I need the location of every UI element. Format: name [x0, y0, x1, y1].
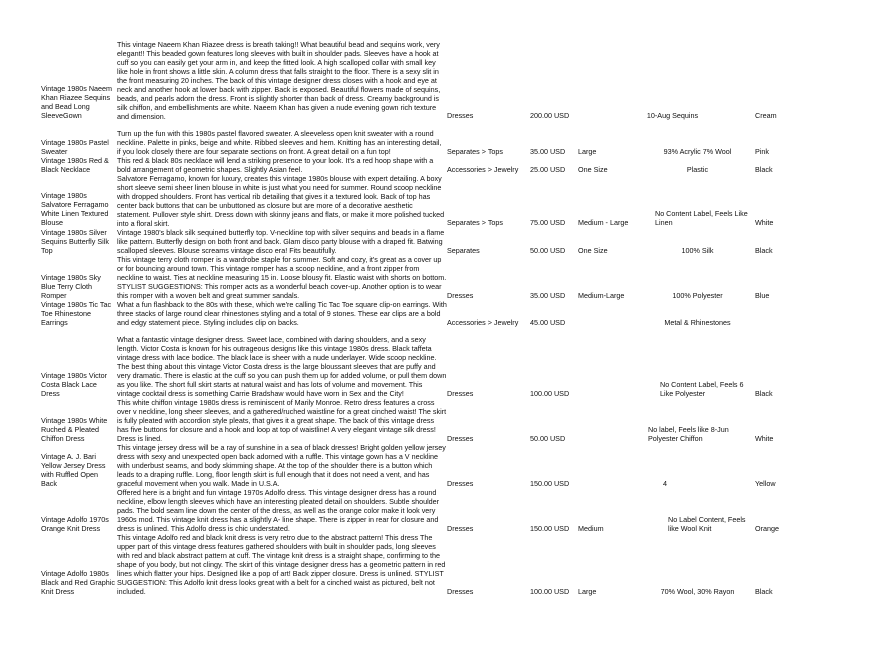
- item-price: 100.00 USD: [530, 389, 570, 398]
- item-category: Dresses: [447, 389, 474, 398]
- item-name: Vintage 1980s Tic Tac Toe Rhinestone Earrings: [41, 300, 112, 328]
- item-description: This white chiffon vintage 1980s dress is reminiscent of Marily Monroe. Retro dress features a cross over v neckline, long sheer sleeves, and a gathered/ruched waistline for a great cinched waist! The skirt is fully pleated with accordion style pleats, that gives it a great shape. The back of this vintage dress has five buttons for closure and a hook and loop at top of waistline! A very elegant vintage silk dress! Dress is lined.: [117, 398, 447, 444]
- item-color: Yellow: [755, 479, 776, 488]
- item-color: Black: [755, 587, 773, 596]
- item-size: One Size: [578, 246, 608, 255]
- item-price: 50.00 USD: [530, 434, 566, 443]
- item-price: 75.00 USD: [530, 218, 566, 227]
- item-size: Large: [578, 587, 597, 596]
- item-name: Vintage 1980s Salvatore Ferragamo White Linen Textured Blouse: [41, 191, 109, 228]
- item-color: White: [755, 218, 774, 227]
- item-price: 25.00 USD: [530, 165, 566, 174]
- item-material: No Label Content, Feels like Wool Knit: [668, 515, 746, 534]
- item-name: Vintage 1980s Sky Blue Terry Cloth Romper: [41, 273, 101, 301]
- item-category: Separates > Tops: [447, 147, 504, 156]
- item-material: 93% Acrylic 7% Wool: [663, 147, 732, 156]
- item-category: Dresses: [447, 524, 474, 533]
- item-description: This vintage Naeem Khan Riazee dress is breath taking!! What beautiful bead and sequins work, very elegant!! This beaded gown features long sleeves with built in shoulder pads. Sleeves have a hook at cuff so you can easily get your arm in, and keep the fitted look. A high scalloped collar with small key like hole in front shows a little skin. A column dress that falls straight to the floor. There is a sexy slit in the front measuring 20 inches. The back of this vintage designer dress closes with a hook and eye at neck and another hook at lower back with zipper. Back is exposed. Beautiful flowers made of sequins, beads, and pearls adorn the dress. Front is slightly shorter than back of dress. Creamy background is silk chiffon, and embellishments are white. Naeem Khan has given a nude evening gown rich texture and dimension.: [117, 40, 441, 122]
- item-material: Metal & Rhinestones: [664, 318, 731, 327]
- item-price: 35.00 USD: [530, 291, 566, 300]
- item-price: 150.00 USD: [530, 479, 570, 488]
- item-price: 45.00 USD: [530, 318, 566, 327]
- item-name: Vintage 1980s Victor Costa Black Lace Dress: [41, 371, 108, 399]
- item-size: Medium-Large: [578, 291, 625, 300]
- item-category: Dresses: [447, 291, 474, 300]
- item-name: Vintage A. J. Bari Yellow Jersey Dress with Ruffled Open Back: [41, 452, 106, 489]
- table-row: [0, 228, 870, 256]
- table-row: [0, 533, 870, 597]
- item-name: Vintage 1980s Red & Black Necklace: [41, 156, 109, 175]
- item-size: Medium - Large: [578, 218, 629, 227]
- item-description: Vintage 1980's black silk sequined butterfly top. V-neckline top with silver sequins and beads in a flame like pattern. Butterfly design on both front and back. Glam disco party blouse with a draped fit. Batwing scalloped sleeves. Blouse screams vintage disco era! Fits beautifully.: [117, 228, 445, 256]
- item-price: 35.00 USD: [530, 147, 566, 156]
- table-row: [0, 335, 870, 399]
- table-row: [0, 255, 870, 301]
- item-material: 4: [663, 479, 667, 488]
- table-row: [0, 129, 870, 159]
- item-material: No Content Label, Feels Like Linen: [655, 209, 748, 228]
- item-size: One Size: [578, 165, 608, 174]
- item-description: This vintage terry cloth romper is a wardrobe staple for summer. Soft and cozy, it's great as a cover up or for bouncing around town. This vintage romper has a scoop neckline, and a front zipper from neckline to waist. Ties at neckline measuring 15 in. Loose blousy fit. Elastic waist with shorts on bottom. STYLIST SUGGESTIONS: This romper acts as a wonderful beach cover-up. Another option is to wear this romper with a woven belt and great summer sandals.: [117, 255, 447, 301]
- item-color: Orange: [755, 524, 779, 533]
- item-material: 100% Polyester: [672, 291, 723, 300]
- item-color: Blue: [755, 291, 770, 300]
- item-color: Black: [755, 389, 773, 398]
- item-material: 70% Wool, 30% Rayon: [660, 587, 735, 596]
- item-material: 10-Aug Sequins: [646, 111, 699, 120]
- table-row: [0, 40, 870, 120]
- item-size: Large: [578, 147, 597, 156]
- item-description: This vintage jersey dress will be a ray of sunshine in a sea of black dresses! Bright golden yellow jersey dress with sexy and unexpected open back adorned with a ruffle. This vintage gown has a V neckline with underbust seams, and body skimming shape. At the top of the shoulder there is a button which leads to a draping ruffle. Long, floor length skirt is full enough that it does not need a vent, and has graceful movement when you walk. Made in U.S.A.: [117, 443, 446, 489]
- item-price: 200.00 USD: [530, 111, 570, 120]
- table-row: [0, 156, 870, 176]
- item-category: Dresses: [447, 479, 474, 488]
- item-color: Cream: [755, 111, 777, 120]
- item-category: Dresses: [447, 587, 474, 596]
- item-color: Black: [755, 246, 773, 255]
- item-material: 100% Silk: [681, 246, 714, 255]
- item-size: Medium: [578, 524, 604, 533]
- item-description: Turn up the fun with this 1980s pastel flavored sweater. A sleeveless open knit sweater with a round neckline. Palette in pinks, beige and white. Ribbed sleeves and hem. Knitting has an interesting detail, if you look closely there are four separate sections on front. A great detail on a fun top!: [117, 129, 442, 157]
- item-category: Accessories > Jewelry: [447, 318, 519, 327]
- item-description: What a fun flashback to the 80s with these, which we're calling Tic Tac Toe square clip-on earrings. With three stacks of large round clear rhinestones styling and a total of 9 stones. These ear clips are a bold and edgy statement piece. Styling includes clip on backs.: [117, 300, 447, 328]
- item-name: Vintage Adolfo 1980s Black and Red Graphic Knit Dress: [41, 569, 115, 597]
- item-category: Dresses: [447, 434, 474, 443]
- item-material: Plastic: [686, 165, 709, 174]
- item-category: Accessories > Jewelry: [447, 165, 519, 174]
- item-category: Dresses: [447, 111, 474, 120]
- item-category: Separates: [447, 246, 480, 255]
- item-name: Vintage 1980s White Ruched & Pleated Chiffon Dress: [41, 416, 108, 444]
- item-description: This red & black 80s necklace will lend a striking presence to your look. It's a red hoop shape with a bold arrangement of geometric shapes. Slightly Asian feel.: [117, 156, 434, 175]
- table-row: [0, 443, 870, 489]
- item-material: No label, Feels like 8-Jun Polyester Chiffon: [648, 425, 729, 444]
- item-name: Vintage 1980s Silver Sequins Butterfly Silk Top: [41, 228, 109, 256]
- item-name: Vintage 1980s Pastel Sweater: [41, 138, 109, 157]
- item-description: Salvatore Ferragamo, known for luxury, creates this vintage 1980s blouse with expert detailing. A boxy short sleeve semi sheer linen blouse in white is just what you need for summer. Round scoop neckline with dropped shoulders. Front has vertical rib detailing that gives it a textured look. Back of top has center back buttons that can be unbuttoned as closure but are more of a decorative aesthetic statement. Pullover style shirt. Dress down with skinny jeans and flats, or make it more polished tucked into a floral skirt.: [117, 174, 445, 229]
- item-color: Black: [755, 165, 773, 174]
- item-material: No Content Label, Feels 6 Like Polyester: [660, 380, 744, 399]
- item-description: Offered here is a bright and fun vintage 1970s Adolfo dress. This vintage designer dress has a round neckline, elbow length sleeves which have an interesting pleated detail on shoulders. Subtle shoulder pads. The bold seam line down the center of the dress, as well as the orange color make it look very 1960s mod. This vintage knit dress has a slightly A- line shape. There is zipper in rear for closure and dress is unlined. This Adolfo dress is chic understated.: [117, 488, 440, 534]
- item-description: This vintage Adolfo red and black knit dress is very retro due to the abstract pattern! This dress The upper part of this vintage dress features gathered shoulders with built in shoulder pads, long sleeves with red and black abstract pattern at cuff. The vintage knit dress is a straight shape, confirming to the shape of you body, but not clingy. The skirt of this vintage designer dress has a geometric pattern in red lines which flatter your hips. Designed like a pop of art! Back zipper closure. Dress is unlined. STYLIST SUGGESTION: This Adolfo knit dress looks great with a belt for a cinched waist as pictured, belt not included.: [117, 533, 446, 597]
- item-category: Separates > Tops: [447, 218, 504, 227]
- table-row: [0, 300, 870, 328]
- item-price: 100.00 USD: [530, 587, 570, 596]
- table-row: [0, 398, 870, 444]
- item-color: White: [755, 434, 774, 443]
- item-name: Vintage Adolfo 1970s Orange Knit Dress: [41, 515, 109, 534]
- item-price: 150.00 USD: [530, 524, 570, 533]
- item-description: What a fantastic vintage designer dress. Sweet lace, combined with daring shoulders, and a sexy length. Victor Costa is known for his outrageous designs like this vintage 1980s dress. Black taffeta vintage dress with lace bodice. The black lace is sheer with a nude underlayer. Wide scoop neckline. The best thing about this vintage Victor Costa dress is the large bloussant sleeves that are puffy and very dramatic. There is elastic at the cuff so you can push them up for added volume, or pull them down as you like. The short full skirt starts at natural waist and has lots of volume and movement. This vintage cocktail dress is something Carrie Bradshaw would have worn in Sex and the City!: [117, 335, 447, 399]
- table-row: [0, 174, 870, 228]
- item-name: Vintage 1980s Naeem Khan Riazee Sequins and Bead Long SleeveGown: [41, 84, 112, 121]
- item-price: 50.00 USD: [530, 246, 566, 255]
- item-color: Pink: [755, 147, 769, 156]
- table-row: [0, 488, 870, 534]
